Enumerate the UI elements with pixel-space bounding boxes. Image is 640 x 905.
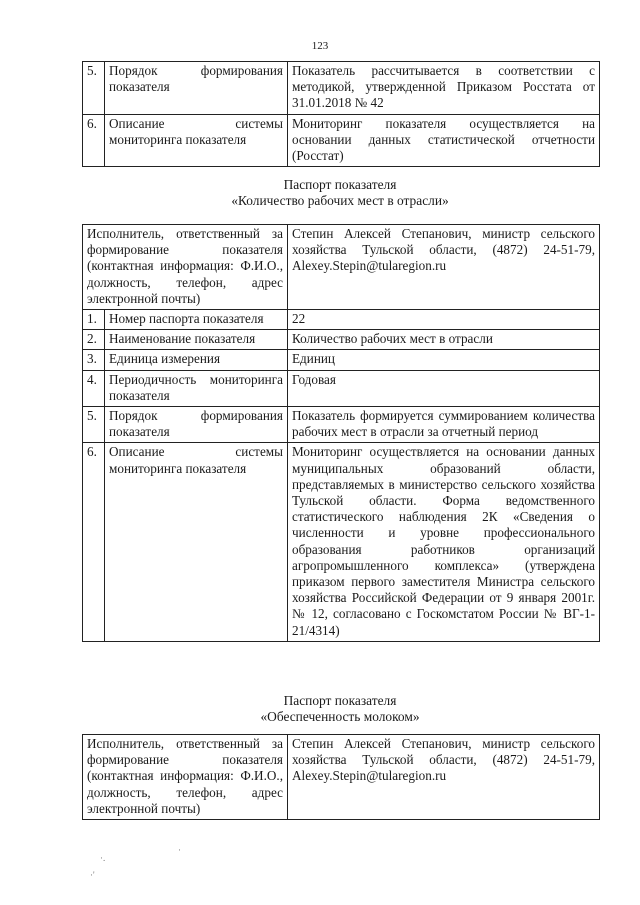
row-value: 22 — [288, 310, 600, 330]
table-row — [83, 407, 600, 443]
table-row — [83, 310, 600, 330]
executor-value: Степин Алексей Степанович, министр сельского хозяйства Тульской области, (4872) 24-51-79, Alexey.Stepin@tularegion.ru — [288, 225, 600, 310]
row-value: Показатель рассчитывается в соответствии с методикой, утвержденной Приказом Росстата от 31.01.2018 № 42 — [288, 62, 600, 115]
table-row — [83, 735, 600, 820]
table-row — [83, 62, 600, 115]
passport-table-milk — [82, 734, 600, 820]
passport-subtitle: «Количество рабочих мест в отрасли» — [231, 193, 449, 208]
table-row — [83, 443, 600, 641]
executor-label: Исполнитель, ответственный за формирование показателя (контактная информация: Ф.И.О., должность, телефон, адрес электронной почты) — [83, 735, 288, 820]
table-row — [83, 330, 600, 350]
passport-title: Паспорт показателя — [283, 693, 397, 708]
row-number: 3. — [83, 350, 105, 370]
passport-table-workplaces — [82, 224, 600, 642]
table-row — [83, 350, 600, 370]
passport-title: Паспорт показателя — [283, 177, 397, 192]
scan-speck: ·' — [90, 870, 95, 880]
row-label: Описание системы мониторинга показателя — [105, 114, 288, 167]
row-label: Описание системы мониторинга показателя — [105, 443, 288, 641]
page-number: 123 — [311, 40, 329, 52]
row-label: Порядок формирования показателя — [105, 62, 288, 115]
row-value: Мониторинг показателя осуществляется на основании данных статистической отчетности (Росстат) — [288, 114, 600, 167]
row-label: Наименование показателя — [105, 330, 288, 350]
row-number: 2. — [83, 330, 105, 350]
row-value: Показатель формируется суммированием количества рабочих мест в отрасли за отчетный период — [288, 407, 600, 443]
row-number: 5. — [83, 407, 105, 443]
row-label: Единица измерения — [105, 350, 288, 370]
table-row — [83, 114, 600, 167]
row-number: 4. — [83, 370, 105, 406]
continuation-table — [82, 61, 600, 167]
row-number: 5. — [83, 62, 105, 115]
row-number: 1. — [83, 310, 105, 330]
table-row — [83, 225, 600, 310]
executor-label: Исполнитель, ответственный за формирование показателя (контактная информация: Ф.И.О., должность, телефон, адрес электронной почты) — [83, 225, 288, 310]
row-number: 6. — [83, 114, 105, 167]
row-value: Количество рабочих мест в отрасли — [288, 330, 600, 350]
row-label: Периодичность мониторинга показателя — [105, 370, 288, 406]
row-value: Единиц — [288, 350, 600, 370]
scan-speck: · — [178, 845, 181, 855]
passport-subtitle: «Обеспеченность молоком» — [260, 709, 420, 724]
row-label: Порядок формирования показателя — [105, 407, 288, 443]
row-value: Годовая — [288, 370, 600, 406]
executor-value: Степин Алексей Степанович, министр сельского хозяйства Тульской области, (4872) 24-51-79, Alexey.Stepin@tularegion.ru — [288, 735, 600, 820]
row-value: Мониторинг осуществляется на основании данных муниципальных образований области, представляемых в министерство сельского хозяйства Тульской области. Форма ведомственного статистического наблюдения 2К «Сведения о численности и уровне профессионального образования работников организаций агропромышленного комплекса» (утверждена приказом первого заместителя Министра сельского хозяйства Российской Федерации от 9 января 2001г. № 12, согласовано с Госкомстатом России № ВГ-1-21/4314) — [288, 443, 600, 641]
row-number: 6. — [83, 443, 105, 641]
scan-speck: ·. — [100, 853, 106, 863]
table-row — [83, 370, 600, 406]
row-label: Номер паспорта показателя — [105, 310, 288, 330]
